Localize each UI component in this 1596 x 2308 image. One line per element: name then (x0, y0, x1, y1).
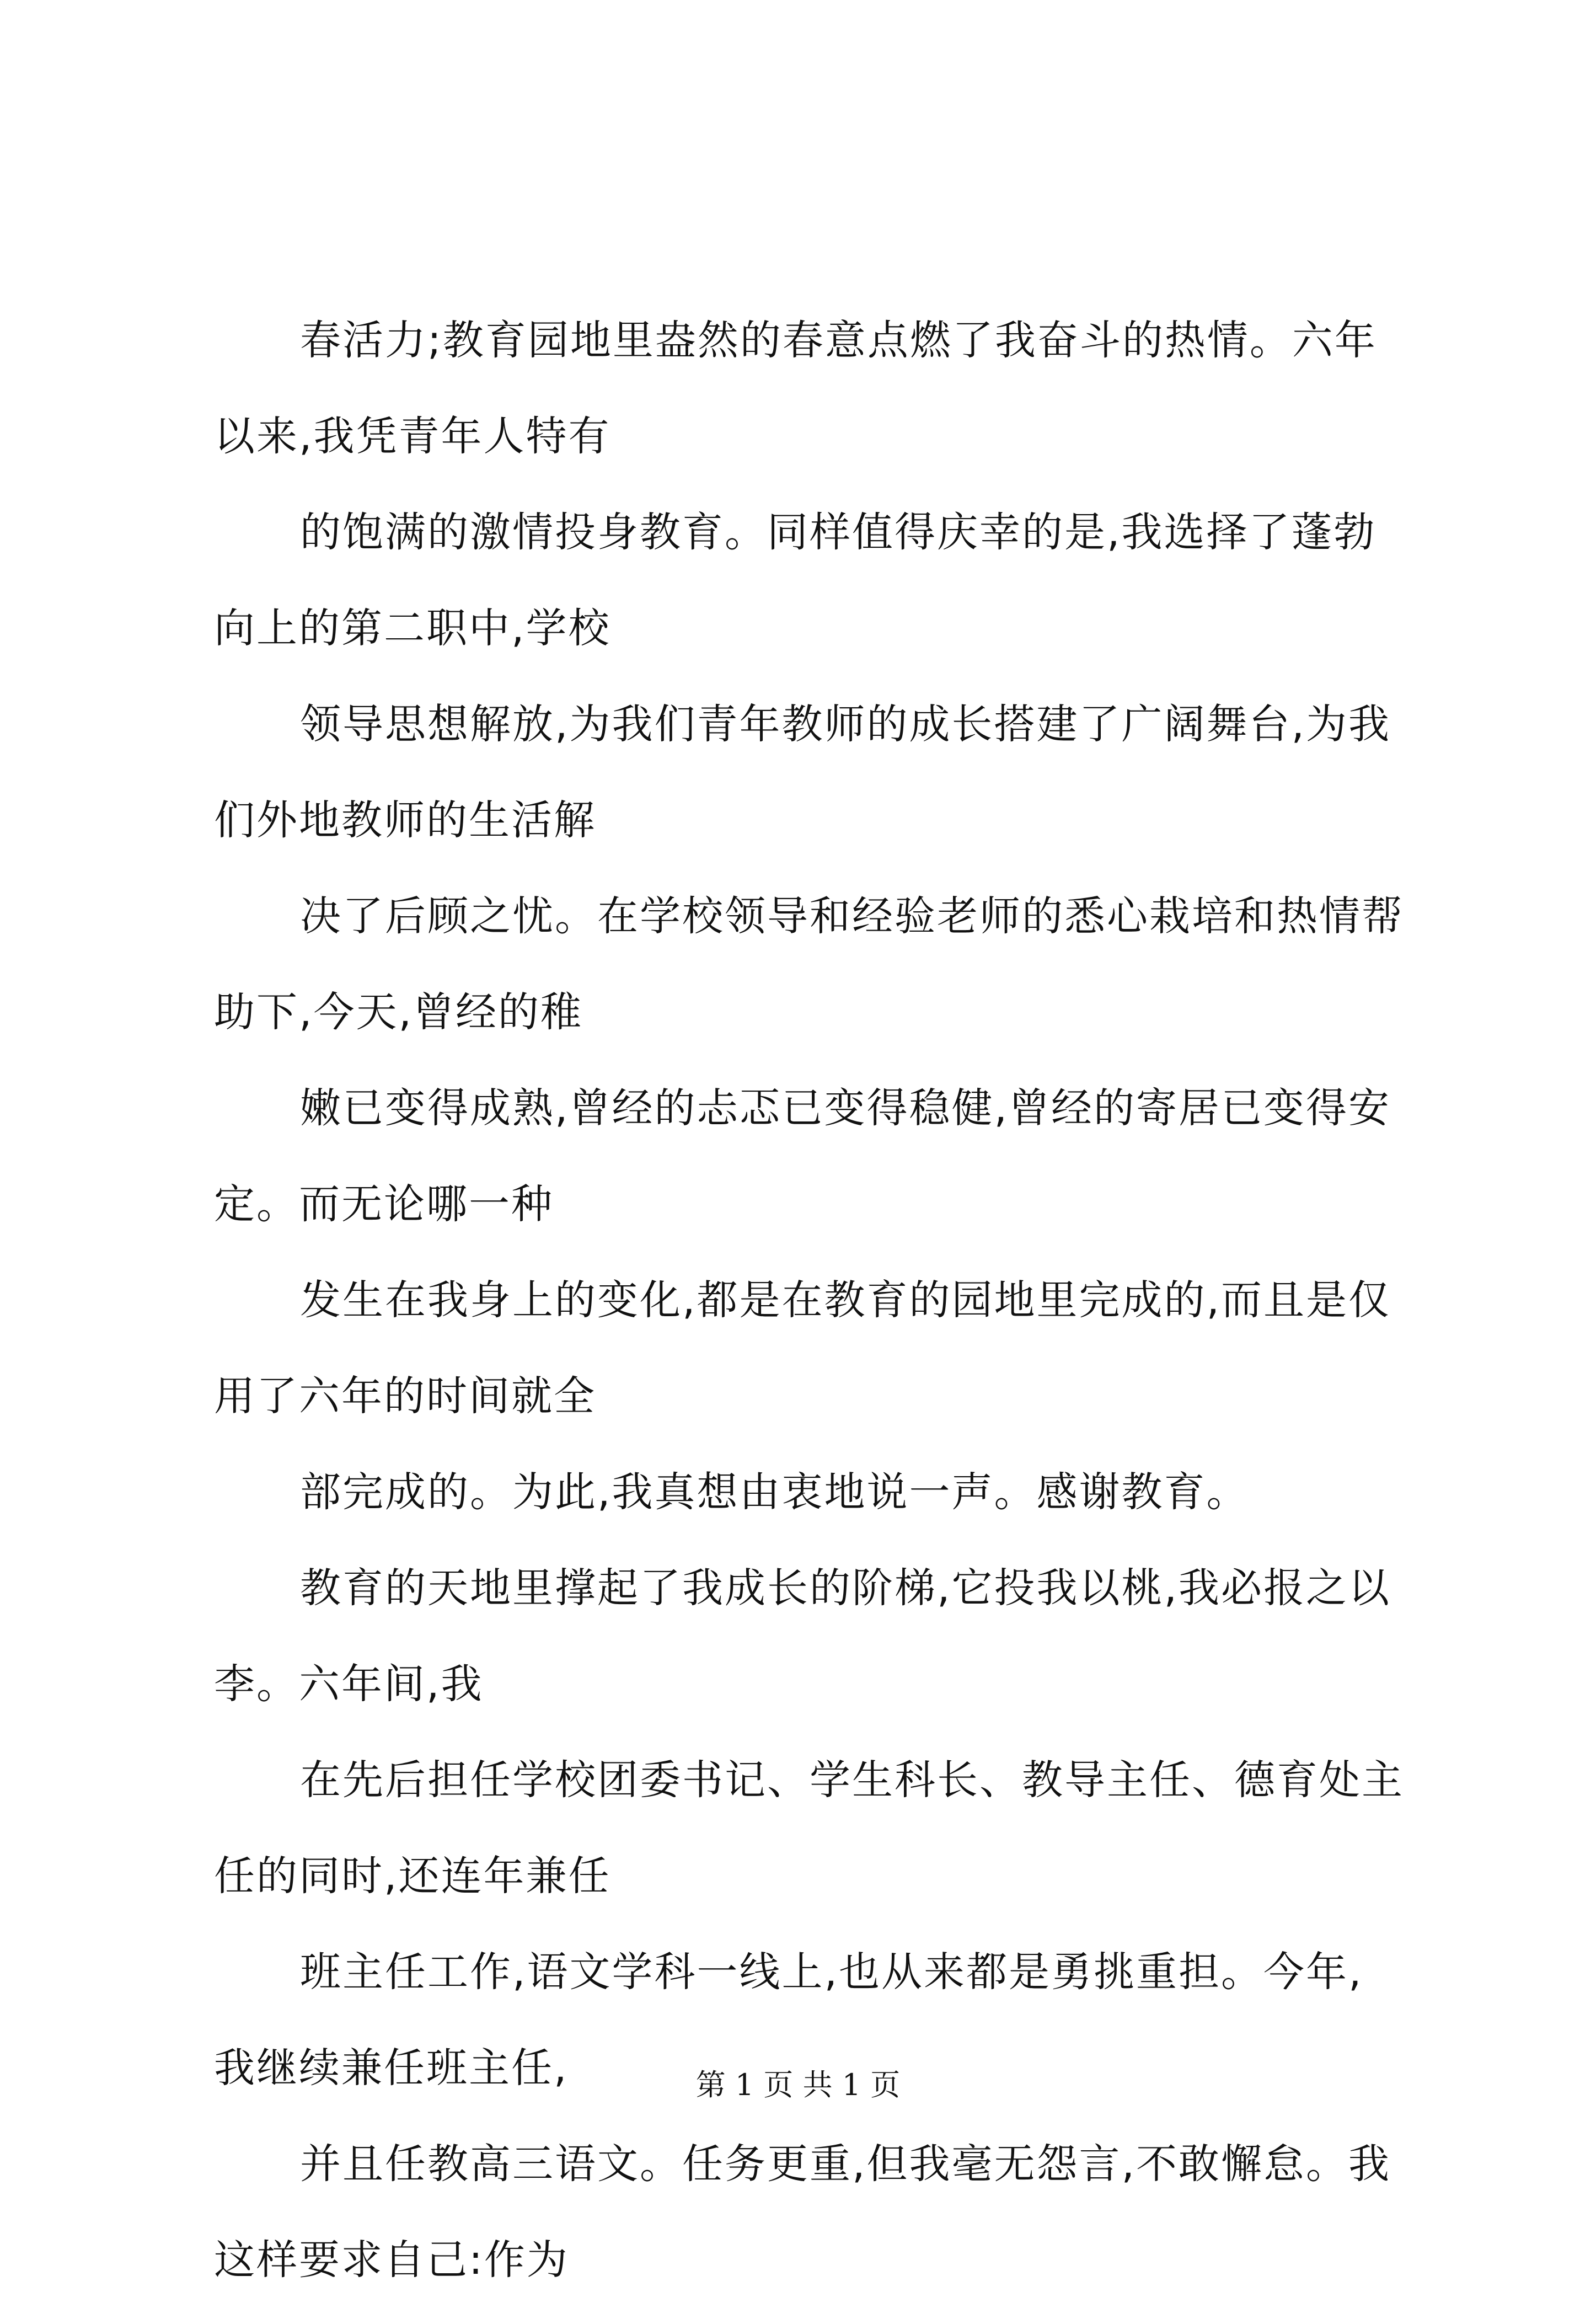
paragraph-5: 嫩已变得成熟,曾经的忐忑已变得稳健,曾经的寄居已变得安定。而无论哪一种 (214, 1084, 1391, 1228)
paragraph-2: 的饱满的激情投身教育。同样值得庆幸的是,我选择了蓬勃向上的第二职中,学校 (214, 509, 1377, 652)
paragraph-11: 并且任教高三语文。任务更重,但我毫无怨言,不敢懈怠。我这样要求自己:作为 (214, 2140, 1391, 2284)
paragraph-8: 教育的天地里撑起了我成长的阶梯,它投我以桃,我必报之以李。六年间,我 (214, 1564, 1391, 1708)
paragraph-6: 发生在我身上的变化,都是在教育的园地里完成的,而且是仅用了六年的时间就全 (214, 1276, 1391, 1420)
paragraph-3: 领导思想解放,为我们青年教师的成长搭建了广阔舞台,为我们外地教师的生活解 (214, 701, 1391, 844)
paragraph-7: 部完成的。为此,我真想由衷地说一声。感谢教育。 (300, 1468, 1249, 1516)
paragraph-9: 在先后担任学校团委书记、学生科长、教导主任、德育处主任的同时,还连年兼任 (214, 1756, 1404, 1900)
document-body (214, 292, 1405, 2308)
paragraph-4: 决了后顾之忧。在学校领导和经验老师的悉心栽培和热情帮助下,今天,曾经的稚 (214, 893, 1404, 1036)
paragraph-1: 春活力;教育园地里盎然的春意点燃了我奋斗的热情。六年以来,我凭青年人特有 (214, 317, 1377, 460)
paragraph-10: 班主任工作,语文学科一线上,也从来都是勇挑重担。今年,我继续兼任班主任, (214, 1948, 1363, 2092)
page-number-footer: 第 1 页 共 1 页 (695, 2067, 901, 2102)
